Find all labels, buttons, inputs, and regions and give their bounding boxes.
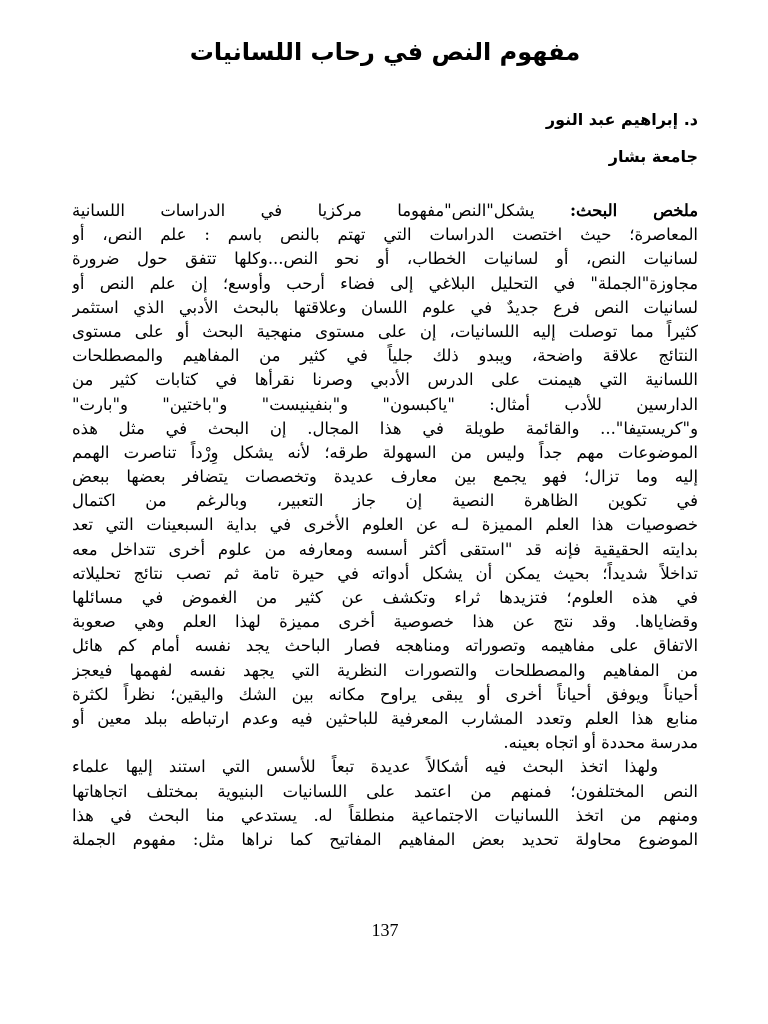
paragraph-line: النص المختلفون؛ فمنهم من اعتمد على اللسانيات البنيوية بمختلف اتجاهاتها (72, 781, 698, 801)
abstract-line: لسانيات النص، أو لسانيات الخطاب، أو نحو النص...وكلها تتفق حول ضرورة (72, 249, 698, 269)
author-affiliation: جامعة بشار (608, 147, 698, 166)
abstract-line: المعاصرة؛ حيث اختصت الدراسات التي تهتم بالنص باسم : علم النص، أو (72, 225, 698, 245)
abstract-line: النتائج علاقة واضحة، ويبدو ذلك جلياً في كثير من المفاهيم والمصطلحات (72, 346, 698, 366)
page-number: 137 (371, 920, 399, 940)
abstract-line: مدرسة محددة أو اتجاه بعينه. (503, 733, 698, 753)
abstract-line: أحياناً ويوفق أحياناً أخرى أو يبقى يراوح مكانه بين الشك واليقين؛ نظراً لكثرة (72, 684, 698, 704)
abstract-line: مجاوزة"الجملة" في التحليل البلاغي إلى فضاء أرحب وأوسع؛ إن علم النص أو (72, 273, 698, 293)
abstract-line: بدايته الحقيقية فإنه قد "استقى أكثر أسسه ومعارفه من علوم أخرى تتداخل معه (72, 539, 698, 559)
abstract-line: خصوصيات هذا العلم المميزة لـه عن العلوم الأخرى في بداية السبعينات التي تعد (72, 515, 698, 535)
abstract-line: من المفاهيم والمصطلحات والتصورات النظرية التي يجهد نفسه لفهمها فيعجز (72, 660, 698, 680)
abstract-label: ملخص البحث: (569, 201, 698, 220)
abstract-line: الدارسين للأدب أمثال: "ياكبسون" و"بنفينيست" و"باختين" و"بارت" (72, 394, 698, 414)
author-name: د. إبراهيم عبد النور (545, 110, 698, 129)
abstract-line: منابع هذا العلم وتعدد المشارب المعرفية للباحثين فيه وعدم ارتباطه ببلد معين أو (72, 708, 698, 728)
abstract-line: الموضوعات مهم جداً وليس من السهولة طرقه؛ لأنه يشكل وِرْداً تناصرت الهمم (72, 442, 698, 462)
abstract-line: و"كريستيفا"... والقائمة طويلة في هذا المجال. إن البحث في مثل هذه (72, 418, 698, 438)
paragraph-line: ولهذا اتخذ البحث فيه أشكالاً عديدة تبعاً للأسس التي استند إليها علماء (72, 757, 658, 777)
abstract-line: تداخلاً شديداً؛ بحيث يمكن أن يشكل أدواته في حيرة تامة ثم تصب نتائج تحليلاته (72, 563, 698, 583)
abstract-line: وقضاياها. وقد نتج عن هذا خصوصية أخرى مميزة لهذا العلم وهي صعوبة (72, 612, 698, 632)
paragraph-line: الموضوع محاولة تحديد بعض المفاهيم المفاتيح كما نراها مثل: مفهوم الجملة (72, 829, 698, 849)
abstract-line: في تكوين الظاهرة النصية إن جاز التعبير، وبالرغم من اكتمال (72, 491, 698, 511)
abstract-line: إليه وما تزال؛ فهو يجمع بين معارف عديدة وتخصصات يتضافر بعضها ببعض (72, 467, 698, 487)
abstract-line: الاتفاق على مفاهيمه وتصوراته ومناهجه فصار الباحث يجد نفسه أمام كم هائل (72, 636, 698, 656)
abstract-line: اللسانية التي هيمنت على الدرس الأدبي وصرنا نقرأها في كتابات كثير من (72, 370, 698, 390)
abstract-line: لسانيات النص فرع جديدٌ في علوم اللسان وعلاقتها بالبحث الأدبي الذي استثمر (72, 297, 698, 317)
document-page (72, 0, 698, 1024)
abstract-line: في هذه العلوم؛ فتزيدها ثراء وتكشف عن كثير من الغموض في مسائلها (72, 588, 698, 607)
paragraph-line: ومنهم من اتخذ اللسانيات الاجتماعية منطلقاً له. يستدعي منا البحث في هذا (72, 805, 698, 825)
article-title: مفهوم النص في رحاب اللسانيات (189, 38, 581, 66)
abstract-line: ملخص البحث: يشكل"النص"مفهوما مركزيا في الدراسات اللسانية (72, 201, 698, 220)
abstract-line: كثيراً مما توصلت إليه اللسانيات، إن على مستوى منهجية البحث أو على مستوى (72, 321, 698, 341)
article-body (72, 199, 698, 852)
